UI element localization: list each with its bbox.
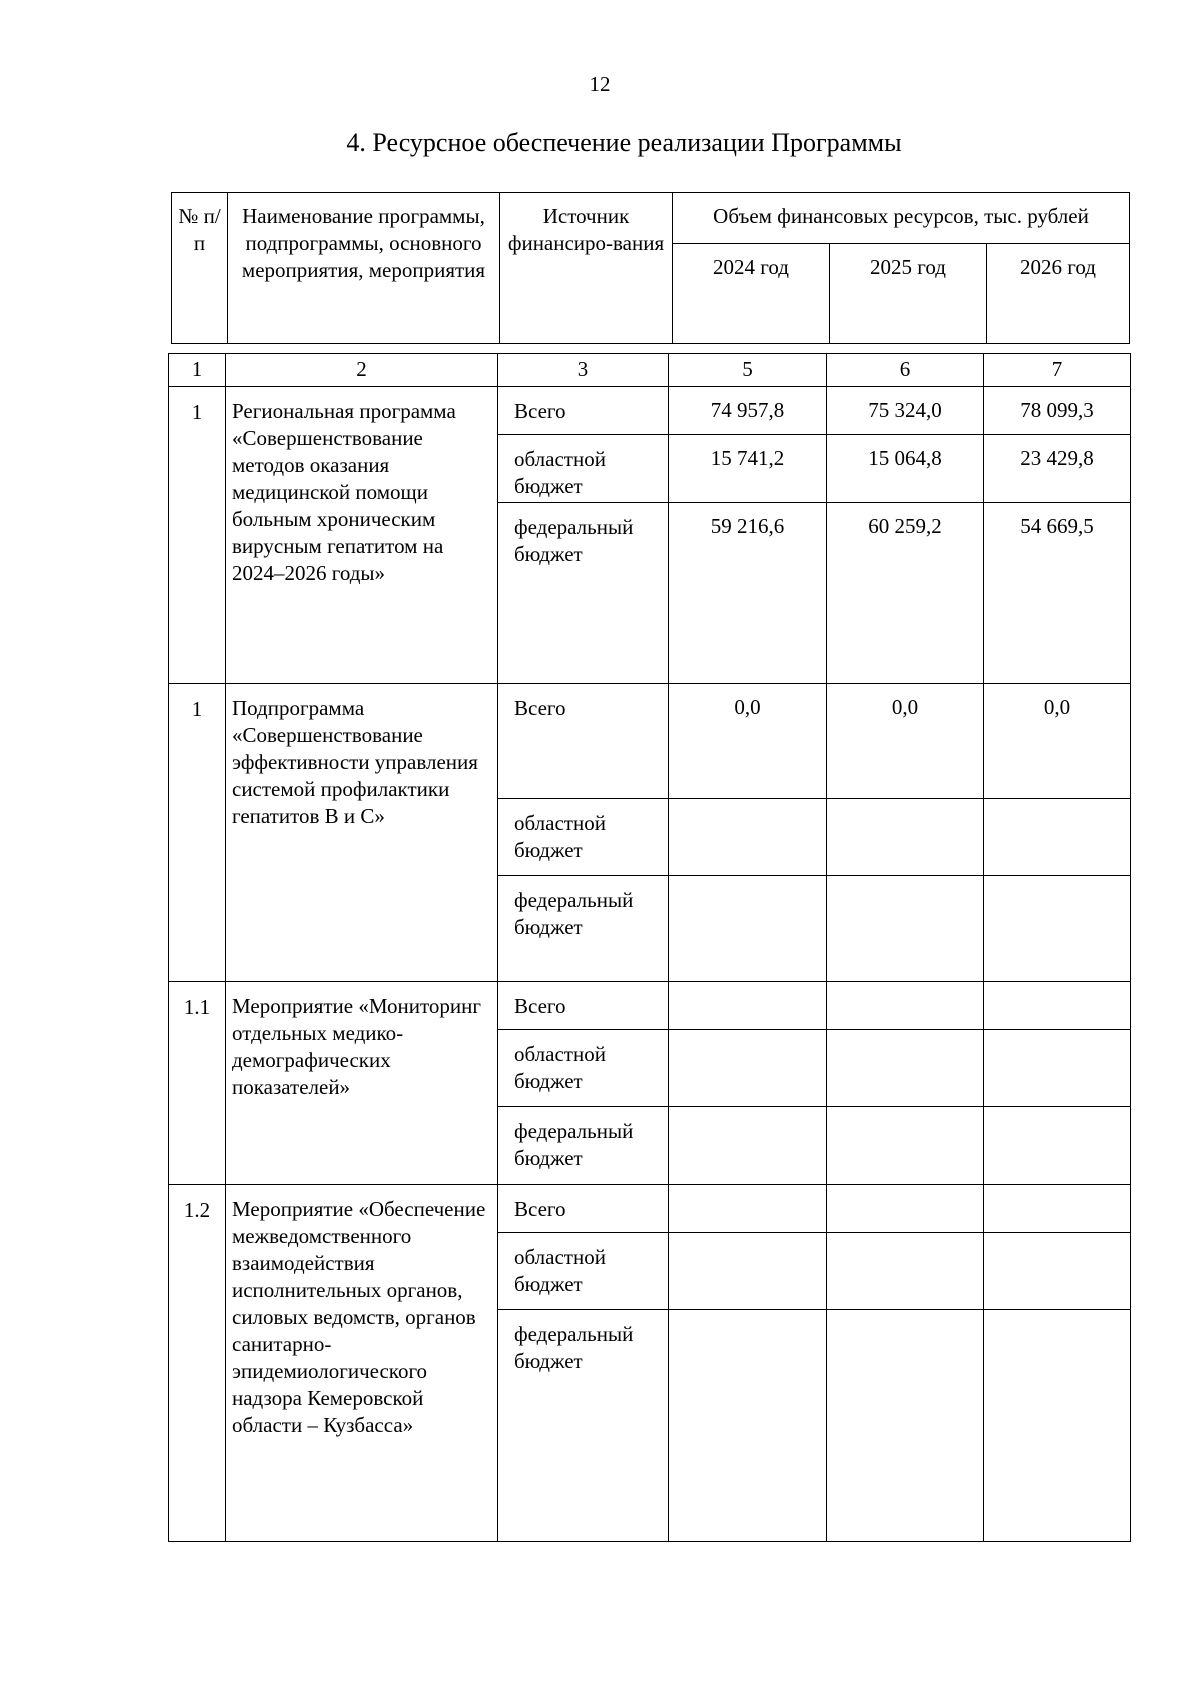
- funding-source: федеральный бюджет: [498, 1107, 669, 1185]
- funding-source: областной бюджет: [498, 1233, 669, 1310]
- row-number: 1: [169, 387, 226, 684]
- value-2026: 78 099,3: [984, 387, 1131, 435]
- value-2025: 0,0: [827, 684, 984, 799]
- value-2026: 23 429,8: [984, 435, 1131, 503]
- value-2025: 15 064,8: [827, 435, 984, 503]
- column-index: 7: [984, 354, 1131, 387]
- value-2024: [669, 1185, 827, 1233]
- value-2026: [984, 1185, 1131, 1233]
- value-2025: [827, 982, 984, 1030]
- value-2024: [669, 982, 827, 1030]
- value-2026: [984, 1310, 1131, 1542]
- value-2024: [669, 1107, 827, 1185]
- header-source: Источник финансиро-вания: [500, 193, 673, 344]
- value-2026: [984, 982, 1131, 1030]
- column-index: 3: [498, 354, 669, 387]
- value-2024: [669, 1233, 827, 1310]
- value-2026: [984, 1030, 1131, 1107]
- value-2025: 60 259,2: [827, 503, 984, 684]
- value-2026: [984, 799, 1131, 876]
- value-2026: [984, 1233, 1131, 1310]
- column-index: 2: [226, 354, 498, 387]
- value-2024: 15 741,2: [669, 435, 827, 503]
- value-2025: [827, 876, 984, 982]
- funding-source: Всего: [498, 684, 669, 799]
- value-2026: 54 669,5: [984, 503, 1131, 684]
- header-volume: Объем финансовых ресурсов, тыс. рублей: [673, 193, 1130, 244]
- funding-source: федеральный бюджет: [498, 876, 669, 982]
- value-2025: [827, 1107, 984, 1185]
- regional-program-name: Региональная программа «Совершенствование методов оказания медицинской помощи больным хроническим вирусным гепатитом на 2024–2026 годы»: [226, 387, 498, 684]
- table-header: [171, 192, 1130, 344]
- value-2024: 0,0: [669, 684, 827, 799]
- header-year-2026: 2026 год: [987, 244, 1130, 344]
- funding-source: областной бюджет: [498, 435, 669, 503]
- value-2024: [669, 1310, 827, 1542]
- header-year-2024: 2024 год: [673, 244, 830, 344]
- page-number: 12: [589, 72, 611, 96]
- value-2026: 0,0: [984, 684, 1131, 799]
- funding-source: Всего: [498, 1185, 669, 1233]
- value-2025: [827, 1310, 984, 1542]
- value-2025: [827, 1185, 984, 1233]
- funding-source: федеральный бюджет: [498, 1310, 669, 1542]
- table-row: [169, 982, 1131, 1030]
- funding-source: Всего: [498, 982, 669, 1030]
- column-index-row: [169, 354, 1131, 387]
- value-2024: [669, 799, 827, 876]
- funding-source: областной бюджет: [498, 799, 669, 876]
- value-2025: [827, 799, 984, 876]
- funding-source: федеральный бюджет: [498, 503, 669, 684]
- activity-1-1-name: Мероприятие «Мониторинг отдельных медико-демографических показателей»: [226, 982, 498, 1185]
- value-2024: 74 957,8: [669, 387, 827, 435]
- value-2025: [827, 1030, 984, 1107]
- value-2026: [984, 876, 1131, 982]
- row-number: 1.1: [169, 982, 226, 1185]
- column-index: 5: [669, 354, 827, 387]
- subprogram-name: Подпрограмма «Совершенствование эффективности управления системой профилактики гепатитов В и С»: [226, 684, 498, 982]
- funding-source: областной бюджет: [498, 1030, 669, 1107]
- value-2024: 59 216,6: [669, 503, 827, 684]
- table-row: [169, 387, 1131, 435]
- value-2026: [984, 1107, 1131, 1185]
- value-2025: [827, 1233, 984, 1310]
- funding-source: Всего: [498, 387, 669, 435]
- table-row: [169, 1185, 1131, 1233]
- table-row: [169, 684, 1131, 799]
- activity-1-2-name: Мероприятие «Обеспечение межведомственного взаимодействия исполнительных органов, силовых ведомств, органов санитарно-эпидемиологического надзора Кемеровской области – Кузбасса»: [226, 1185, 498, 1542]
- value-2024: [669, 1030, 827, 1107]
- resource-table: [168, 353, 1131, 1542]
- page-title: 4. Ресурсное обеспечение реализации Программы: [346, 128, 902, 157]
- header-name: Наименование программы, подпрограммы, основного мероприятия, мероприятия: [228, 193, 500, 344]
- column-index: 6: [827, 354, 984, 387]
- header-year-2025: 2025 год: [830, 244, 987, 344]
- value-2025: 75 324,0: [827, 387, 984, 435]
- row-number: 1: [169, 684, 226, 982]
- value-2024: [669, 876, 827, 982]
- row-number: 1.2: [169, 1185, 226, 1542]
- header-num: № п/п: [172, 193, 228, 344]
- column-index: 1: [169, 354, 226, 387]
